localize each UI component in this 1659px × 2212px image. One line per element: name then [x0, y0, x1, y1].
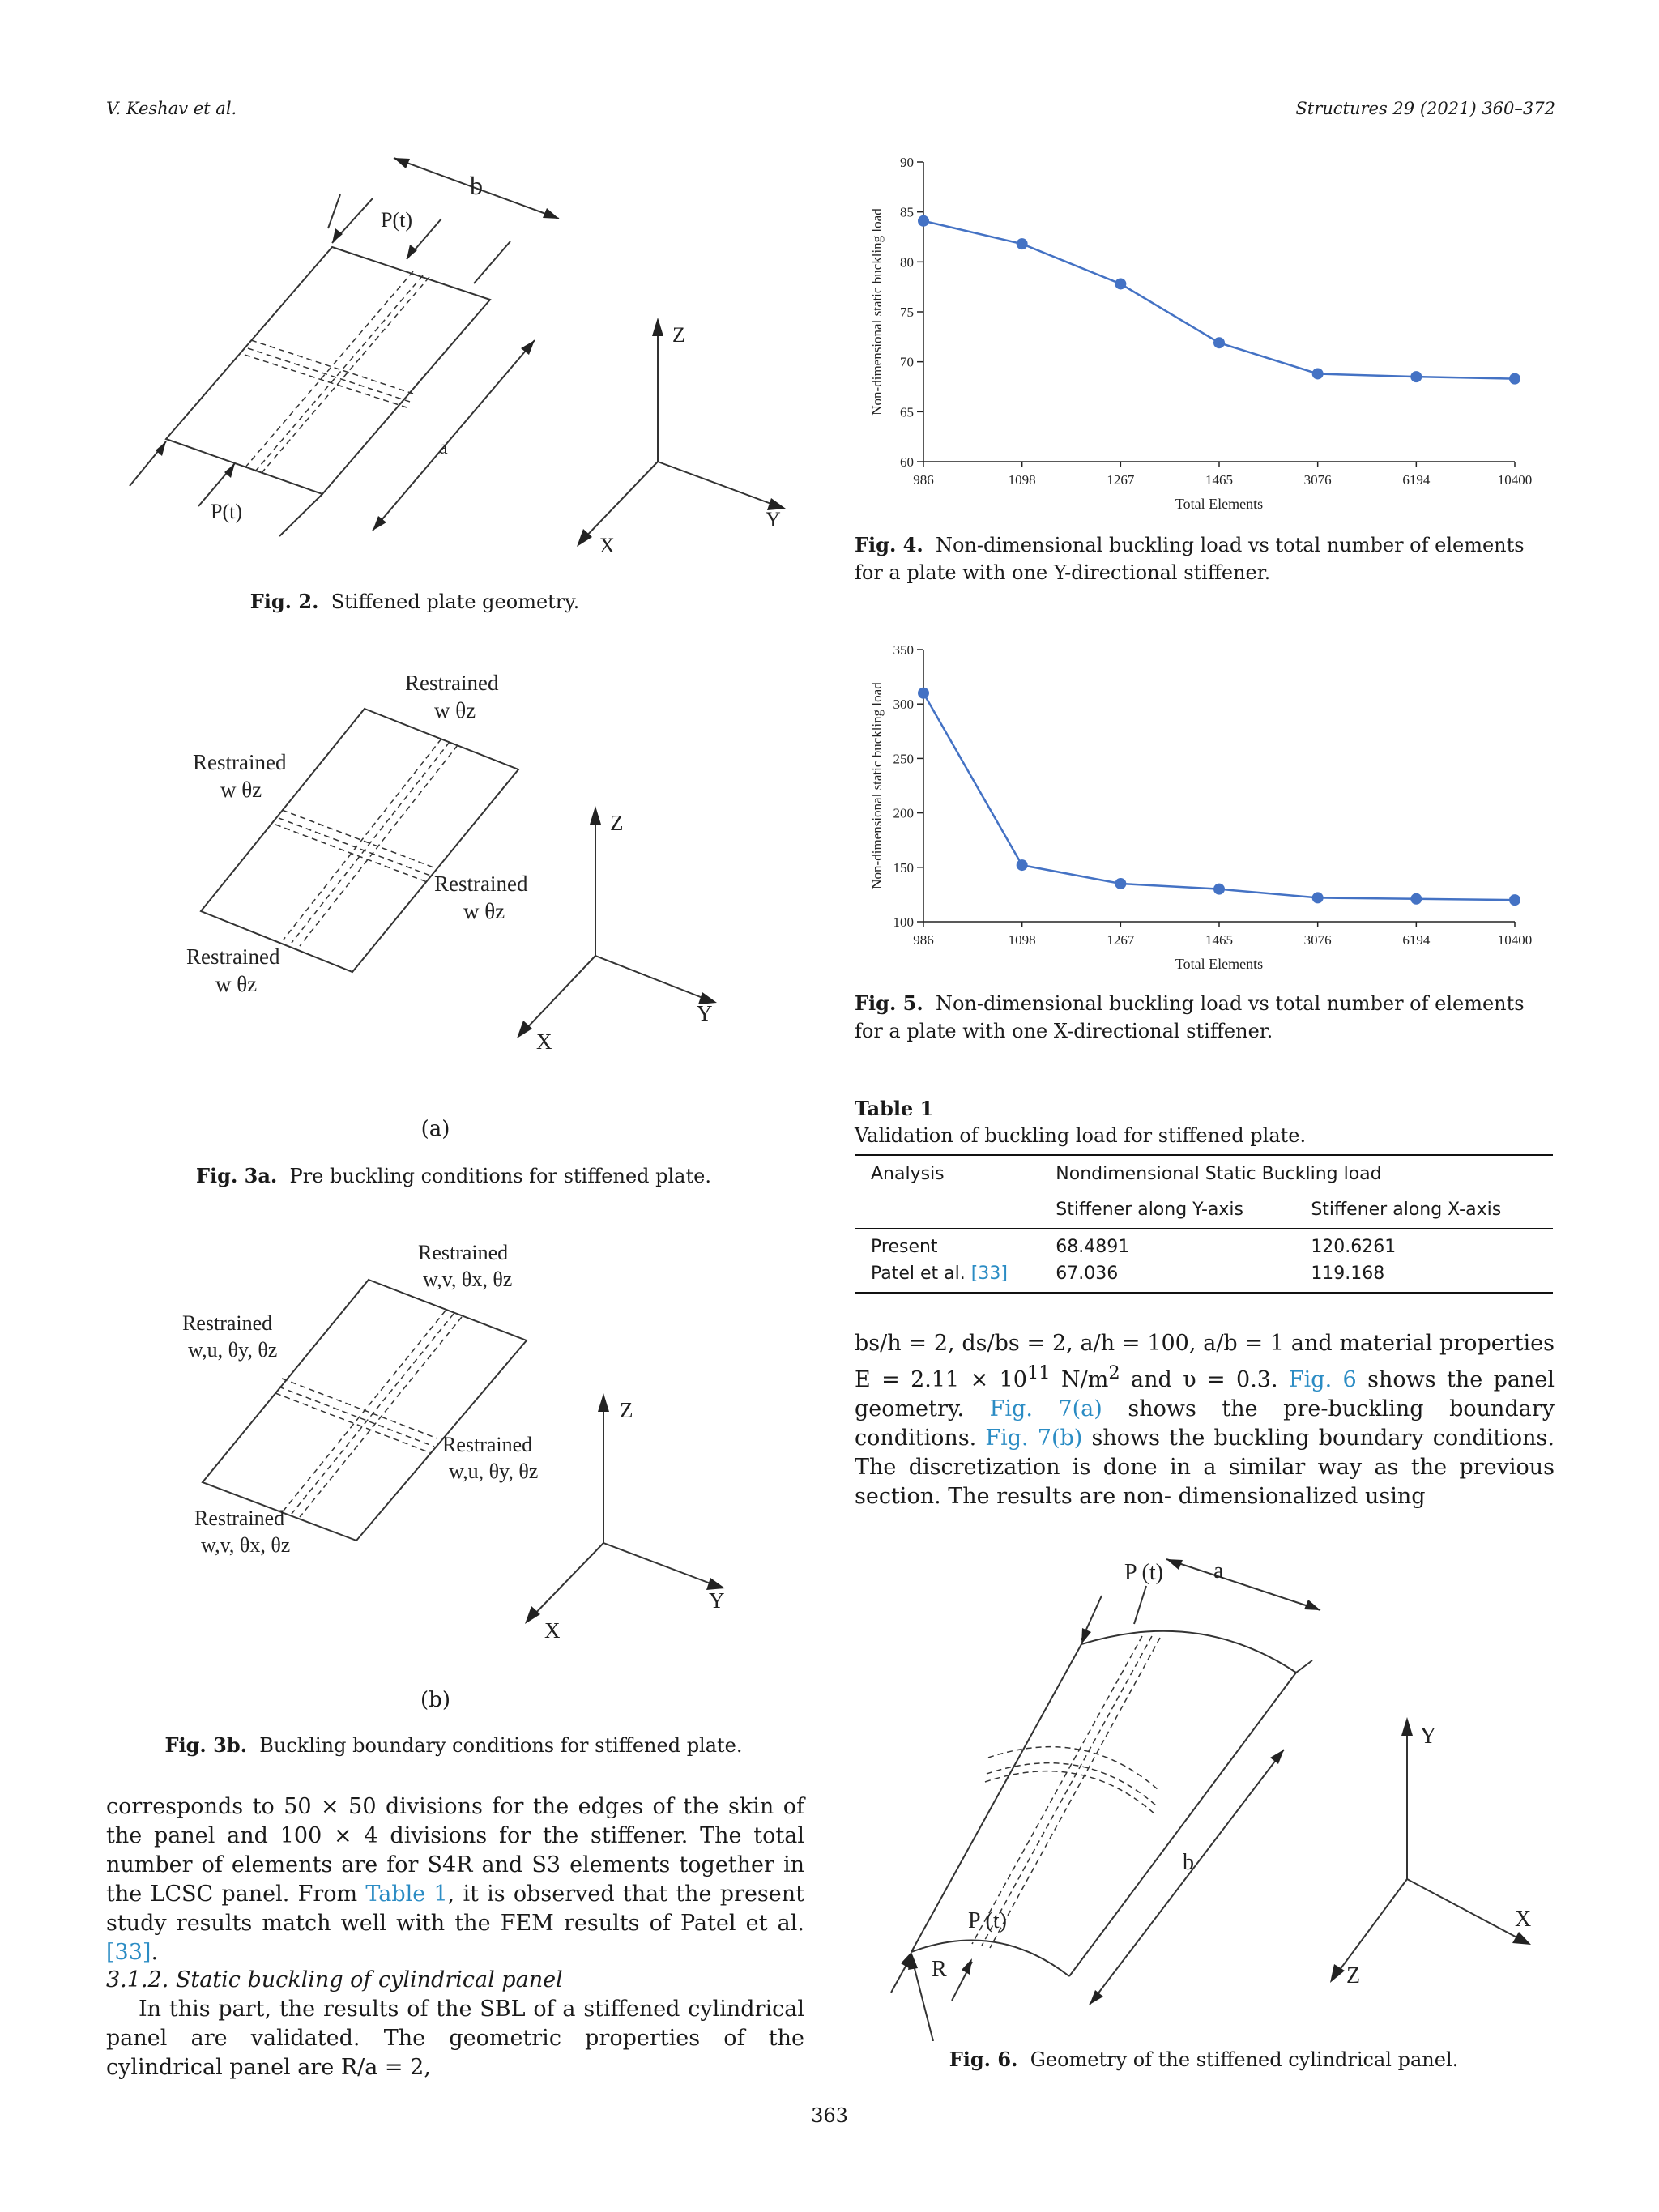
- data-point: [1115, 278, 1126, 289]
- table-row: Present 68.4891 120.6261: [871, 1237, 1397, 1257]
- data-point: [1017, 238, 1028, 249]
- table1-col-y: Stiffener along Y-axis: [1056, 1200, 1244, 1220]
- fig3b-axis-x: X: [544, 1618, 561, 1643]
- fig3b-top-restrained: Restrained: [418, 1241, 509, 1264]
- running-header-authors: V. Keshav et al.: [106, 99, 237, 118]
- fig6-label-r: R: [932, 1957, 947, 1982]
- fig3b-right-dofs: w,u, θy, θz: [449, 1460, 539, 1483]
- fig3b-drawing: [178, 1239, 778, 1660]
- fig3b-top-dofs: w,v, θx, θz: [423, 1268, 513, 1291]
- fig4-caption: Fig. 4. Non-dimensional buckling load vs total number of elements for a plate with one Y-directional stiffener.: [855, 533, 1525, 584]
- y-tick-label: 60: [900, 454, 914, 470]
- x-tick-label: 1267: [1107, 932, 1135, 948]
- fig2-axis-y: Y: [766, 508, 781, 531]
- fig6-caption: Fig. 6. Geometry of the stiffened cylindrical panel.: [949, 2048, 1459, 2071]
- series-line: [923, 221, 1515, 379]
- fig6-drawing: [875, 1539, 1555, 2041]
- fig4-chart: [859, 146, 1572, 526]
- y-axis-label: Non-dimensional static buckling load: [869, 682, 885, 889]
- fig6-link[interactable]: Fig. 6: [1288, 1367, 1357, 1392]
- fig7a-link[interactable]: Fig. 7(a): [989, 1396, 1102, 1421]
- fig2-axis-x: X: [599, 534, 615, 557]
- y-tick-label: 300: [893, 697, 914, 713]
- data-point: [1410, 371, 1422, 382]
- y-tick-label: 70: [900, 354, 914, 370]
- fig3a-plate: [201, 709, 518, 972]
- running-header-journal: Structures 29 (2021) 360–372: [1295, 99, 1555, 118]
- data-point: [1312, 368, 1324, 379]
- fig6-label-b: b: [1183, 1850, 1194, 1875]
- fig2-label-a: a: [439, 437, 448, 458]
- table1-col-analysis: Analysis: [871, 1164, 945, 1184]
- table1-col-x: Stiffener along X-axis: [1311, 1200, 1502, 1220]
- series-line: [923, 693, 1515, 900]
- data-point: [1509, 894, 1520, 906]
- fig2-axis-z: Z: [672, 323, 685, 347]
- x-tick-label: 1267: [1107, 472, 1135, 488]
- data-point: [1312, 892, 1324, 903]
- fig3b-axis-y: Y: [709, 1588, 725, 1613]
- data-point: [1509, 373, 1520, 385]
- x-tick-label: 6194: [1402, 932, 1431, 948]
- x-tick-label: 1465: [1205, 472, 1233, 488]
- table1-label: Table 1: [855, 1097, 934, 1120]
- x-axis-label: Total Elements: [1175, 496, 1264, 512]
- fig3a-drawing: [178, 664, 778, 1069]
- ref-33-link[interactable]: [33]: [970, 1264, 1008, 1284]
- x-tick-label: 10400: [1497, 932, 1533, 948]
- y-tick-label: 85: [900, 204, 914, 220]
- y-tick-label: 65: [900, 404, 914, 420]
- fig2-caption: Fig. 2. Stiffened plate geometry.: [249, 590, 580, 613]
- data-point: [1017, 859, 1028, 871]
- table-row: Patel et al. [33] 67.036 119.168: [855, 1260, 1553, 1293]
- y-axis-label: Non-dimensional static buckling load: [869, 208, 885, 416]
- fig6-label-a: a: [1213, 1558, 1224, 1583]
- data-point: [1213, 884, 1225, 895]
- fig3b-caption: Fig. 3b. Buckling boundary conditions for stiffened plate.: [164, 1733, 743, 1757]
- fig3a-bottom-restrained: Restrained: [186, 944, 280, 969]
- fig3b-left-dofs: w,u, θy, θz: [188, 1338, 278, 1362]
- fig3a-top-restrained: Restrained: [405, 671, 499, 695]
- x-tick-label: 3076: [1303, 472, 1332, 488]
- fig3a-left-restrained: Restrained: [193, 750, 287, 774]
- data-point: [1115, 878, 1126, 889]
- y-tick-label: 100: [893, 914, 914, 930]
- fig3a-right-restrained: Restrained: [434, 872, 528, 896]
- right-paragraph: bs/h = 2, ds/bs = 2, a/h = 100, a/b = 1 and material properties $E = 2.11 \times 10^{11}$ $N/m^2$ and υ = 0.3. Fig. 6 shows the panel geometry. Fig. 7(a) shows the pre-buckling boundary conditions. Fig. 7(b) shows the buckling boundary conditions. The discretization is done in a similar way as the previous section. The results are non- dimensionalized using: [855, 1331, 1555, 1509]
- y-tick-label: 250: [893, 751, 914, 767]
- fig3a-top-dofs: w θz: [434, 698, 476, 722]
- fig6-axis-z: Z: [1346, 1963, 1361, 1988]
- x-tick-label: 1465: [1205, 932, 1233, 948]
- data-point: [918, 215, 929, 227]
- fig2-label-pt-top: P(t): [381, 208, 412, 232]
- table1: [855, 1154, 1553, 1294]
- page-number: 363: [811, 2104, 848, 2127]
- x-axis-label: Total Elements: [1175, 956, 1264, 972]
- left-paragraph-2: In this part, the results of the SBL of a stiffened cylindrical panel are validated. The geometric properties of the cylindrical panel are R/a = 2,: [106, 1997, 804, 2080]
- x-tick-label: 1098: [1008, 932, 1036, 948]
- fig3a-left-dofs: w θz: [220, 778, 262, 802]
- fig3b-left-restrained: Restrained: [182, 1311, 273, 1335]
- table1-title: Validation of buckling load for stiffened plate.: [855, 1124, 1307, 1147]
- y-tick-label: 80: [900, 254, 914, 271]
- fig3b-sublabel: (b): [420, 1688, 450, 1712]
- x-tick-label: 986: [913, 472, 934, 488]
- fig6-label-pt-top: P (t): [1124, 1560, 1163, 1585]
- table1-link[interactable]: Table 1: [365, 1882, 448, 1907]
- fig6-axis-x: X: [1515, 1907, 1532, 1932]
- fig3b-bottom-restrained: Restrained: [194, 1507, 285, 1530]
- fig3a-caption: Fig. 3a. Pre buckling conditions for stiffened plate.: [196, 1164, 711, 1187]
- data-point: [1410, 893, 1422, 905]
- fig3b-axis-z: Z: [620, 1398, 633, 1422]
- fig3a-right-dofs: w θz: [463, 899, 505, 923]
- fig3a-axis-x: X: [536, 1029, 552, 1054]
- ref-33-link[interactable]: [33]: [106, 1940, 151, 1965]
- table1-col-group: Nondimensional Static Buckling load: [1039, 1155, 1553, 1196]
- fig5-chart: [859, 632, 1572, 980]
- x-tick-label: 1098: [1008, 472, 1036, 488]
- fig3a-bottom-dofs: w θz: [215, 972, 258, 996]
- y-tick-label: 90: [900, 155, 914, 170]
- fig2-label-b: b: [470, 171, 483, 200]
- fig6-far-arc: [1081, 1631, 1296, 1673]
- data-point: [1213, 337, 1225, 348]
- fig3b-bottom-dofs: w,v, θx, θz: [201, 1533, 291, 1557]
- x-tick-label: 3076: [1303, 932, 1332, 948]
- fig5-caption: Fig. 5. Non-dimensional buckling load vs total number of elements for a plate with one X-directional stiffener.: [855, 991, 1525, 1042]
- fig2-label-pt-bottom: P(t): [211, 500, 242, 523]
- fig3a-axis-z: Z: [610, 811, 624, 835]
- fig6-label-pt-bottom: P (t): [968, 1908, 1007, 1933]
- data-point: [918, 688, 929, 699]
- x-tick-label: 10400: [1497, 472, 1533, 488]
- y-tick-label: 150: [893, 859, 914, 876]
- fig6-axis-y: Y: [1420, 1724, 1437, 1749]
- fig3a-axis-y: Y: [697, 1001, 713, 1025]
- y-tick-label: 200: [893, 805, 914, 821]
- y-tick-label: 75: [900, 305, 914, 320]
- fig7b-link[interactable]: Fig. 7(b): [985, 1426, 1083, 1451]
- x-tick-label: 986: [913, 932, 934, 948]
- section-heading-3-1-2: 3.1.2. Static buckling of cylindrical panel: [106, 1967, 563, 1993]
- left-paragraph-1: corresponds to 50 × 50 divisions for the edges of the skin of the panel and 100 × 4 divisions for the stiffener. The total number of elements are for S4R and S3 elements together in the LCSC panel. From Table 1, it is observed that the present study results match well with the FEM results of Patel et al. [33].: [106, 1794, 804, 1965]
- fig3b-right-restrained: Restrained: [442, 1433, 533, 1456]
- x-tick-label: 6194: [1402, 472, 1431, 488]
- fig2-drawing: [105, 138, 818, 575]
- fig3a-sublabel: (a): [420, 1117, 450, 1141]
- y-tick-label: 350: [893, 642, 914, 658]
